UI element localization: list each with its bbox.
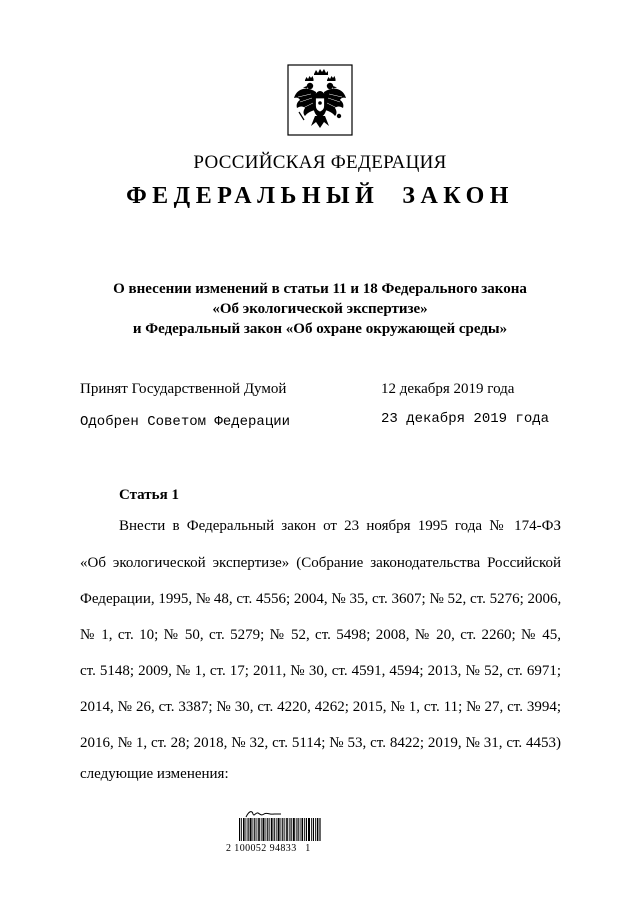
article-text-line: 2016, № 1, ст. 28; 2018, № 32, ст. 5114; № 53, ст. 8422; 2019, № 31, ст. 4453) — [80, 735, 561, 751]
article-text-line: следующие изменения: — [80, 766, 229, 782]
article-heading: Статья 1 — [119, 487, 179, 503]
article-text-line: Федерации, 1995, № 48, ст. 4556; 2004, № 35, ст. 3607; № 52, ст. 5276; 2006, — [80, 591, 562, 607]
country-name: РОССИЙСКАЯ ФЕДЕРАЦИЯ — [193, 152, 447, 173]
duma-adoption-date: 12 декабря 2019 года — [381, 381, 515, 397]
article-text-line: № 1, ст. 10; № 50, ст. 5279; № 52, ст. 5498; 2008, № 20, ст. 2260; № 45, — [80, 627, 561, 643]
article-text-line: «Об экологической экспертизе» (Собрание законодательства Российской — [80, 555, 561, 571]
barcode-number: 2 100052 94833 1 — [226, 843, 311, 854]
barcode-icon — [239, 818, 321, 841]
article-text-line: ст. 5148; 2009, № 1, ст. 17; 2011, № 30, ст. 4591, 4594; 2013, № 52, ст. 6971; — [80, 663, 561, 679]
coat-of-arms-icon — [287, 64, 353, 136]
document-type-title: ФЕДЕРАЛЬНЫЙ ЗАКОН — [126, 183, 514, 209]
subject-line: и Федеральный закон «Об охране окружающей среды» — [132, 321, 508, 337]
council-approval-date: 23 декабря 2019 года — [381, 411, 550, 427]
law-subject — [0, 279, 640, 339]
duma-adoption-label: Принят Государственной Думой — [80, 381, 287, 397]
article-text-line: 2014, № 26, ст. 3387; № 30, ст. 4220, 4262; 2015, № 1, ст. 11; № 27, ст. 3994; — [80, 699, 561, 715]
subject-line: О внесении изменений в статьи 11 и 18 Федерального закона — [113, 281, 527, 297]
subject-line: «Об экологической экспертизе» — [212, 301, 428, 317]
council-approval-label: Одобрен Советом Федерации — [80, 414, 291, 430]
article-text-line: Внести в Федеральный закон от 23 ноября 1995 года № 174-ФЗ — [119, 518, 561, 534]
